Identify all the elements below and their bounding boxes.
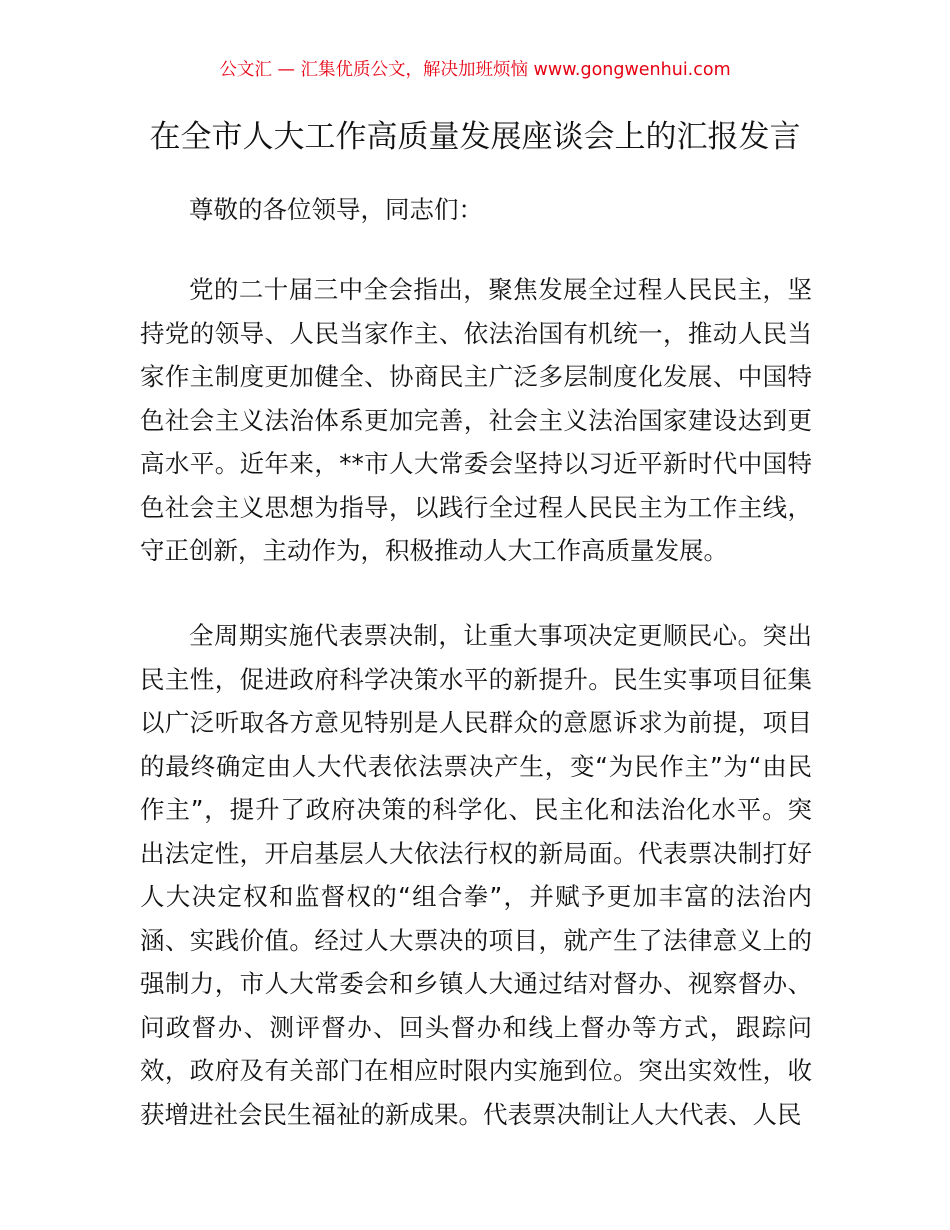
paragraph-1: 党的二十届三中全会指出，聚焦发展全过程人民民主，坚持党的领导、人民当家作主、依法治国有机统一，推动人民当家作主制度更加健全、协商民主广泛多层制度化发展、中国特色社会主义法治体系更加完善，社会主义法治国家建设达到更高水平。近年来，**市人大常委会坚持以习近平新时代中国特色社会主义思想为指导，以践行全过程人民民主为工作主线，守正创新，主动作为，积极推动人大工作高质量发展。 xyxy=(140,275,812,565)
salutation: 尊敬的各位领导，同志们： xyxy=(189,195,483,224)
site-header-banner[interactable]: 公文汇 — 汇集优质公文，解决加班烦恼 www.gongwenhui.com xyxy=(219,60,731,80)
document-title: 在全市人大工作高质量发展座谈会上的汇报发言 xyxy=(149,119,801,155)
paragraph-2: 全周期实施代表票决制，让重大事项决定更顺民心。突出民主性，促进政府科学决策水平的新提升。民生实事项目征集以广泛听取各方意见特别是人民群众的意愿诉求为前提，项目的最终确定由人大代表依法票决产生，变“为民作主”为“由民作主”，提升了政府决策的科学化、民主化和法治化水平。突出法定性，开启基层人大依法行权的新局面。代表票决制打好人大决定权和监督权的“组合拳”，并赋予更加丰富的法治内涵、实践价值。经过人大票决的项目，就产生了法律意义上的强制力，市人大常委会和乡镇人大通过结对督办、视察督办、问政督办、测评督办、回头督办和线上督办等方式，跟踪问效，政府及有关部门在相应时限内实施到位。突出实效性，收获增进社会民生福祉的新成果。代表票决制让人大代表、人民 xyxy=(140,621,812,1129)
